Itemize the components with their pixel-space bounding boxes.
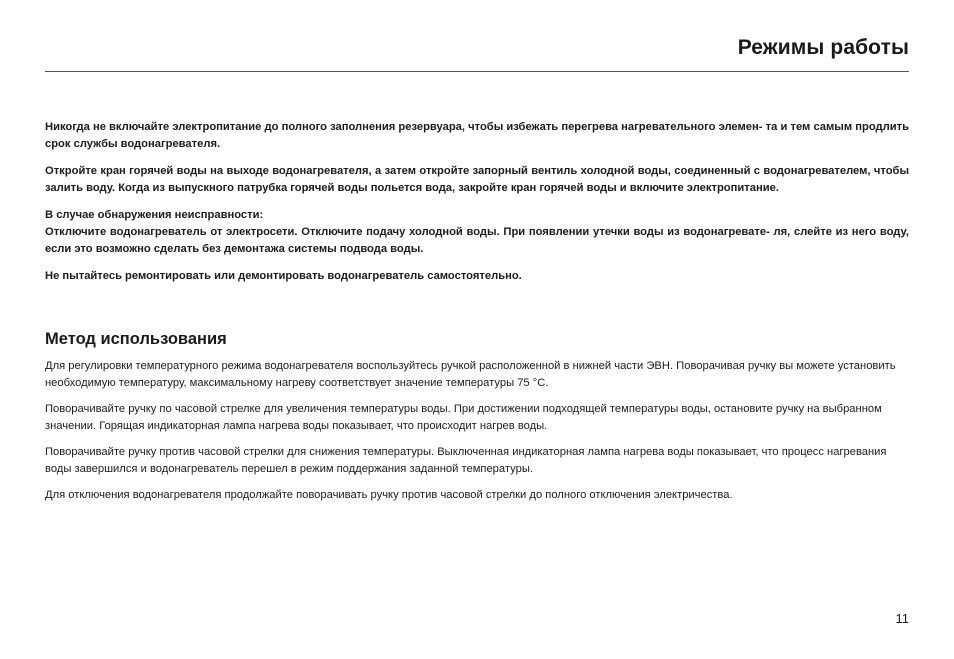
title-divider <box>45 71 909 72</box>
safety-warnings <box>45 119 909 295</box>
warning-no-repair: Не пытайтесь ремонтировать или демонтировать водонагреватель самостоятельно. <box>45 270 522 282</box>
warning-fill-procedure: Откройте кран горячей воды на выходе водонагревателя, а затем откройте запорный вентиль холодной воды, соединенный с водонагревателем, чтобы залить воду. Когда из выпускного патрубка горячей воды польется вода, закройте кран горячей воды и включите электропитание. <box>45 165 909 194</box>
section-heading-usage: Метод использования <box>45 330 227 348</box>
usage-paragraph: Поворачивайте ручку против часовой стрелки для снижения температуры. Выключенная индикаторная лампа нагрева воды показывает, что процесс нагревания воды завершился и водонагреватель перешел в режим поддержания заданной температуры. <box>45 446 887 475</box>
usage-paragraph: Для регулировки температурного режима водонагревателя воспользуйтесь ручкой расположенной в нижней части ЭВН. Поворачивая ручку вы можете установить необходимую температуру, максимальному нагреву соответствует значение температуры 75 °С. <box>45 360 896 389</box>
usage-instructions <box>45 358 909 513</box>
malfunction-heading: В случае обнаружения неисправности: <box>45 209 264 221</box>
malfunction-instructions: Отключите водонагреватель от электросети. Отключите подачу холодной воды. При появлении утечки воды из водонагревате- ля, слейте из него воду, если это возможно сделать без демонтажа системы подвода воды. <box>45 226 909 255</box>
usage-paragraph: Для отключения водонагревателя продолжайте поворачивать ручку против часовой стрелки до полного отключения электричества. <box>45 489 733 501</box>
usage-paragraph: Поворачивайте ручку по часовой стрелке для увеличения температуры воды. При достижении подходящей температуры воды, остановите ручку на выбранном значении. Горящая индикаторная лампа нагрева воды показывает, что происходит нагрев воды. <box>45 403 882 432</box>
warning-power-on: Никогда не включайте электропитание до полного заполнения резервуара, чтобы избежать перегрева нагревательного элемен- та и тем самым продлить срок службы водонагревателя. <box>45 121 909 150</box>
page-number: 11 <box>895 611 909 626</box>
page-title: Режимы работы <box>737 36 909 59</box>
